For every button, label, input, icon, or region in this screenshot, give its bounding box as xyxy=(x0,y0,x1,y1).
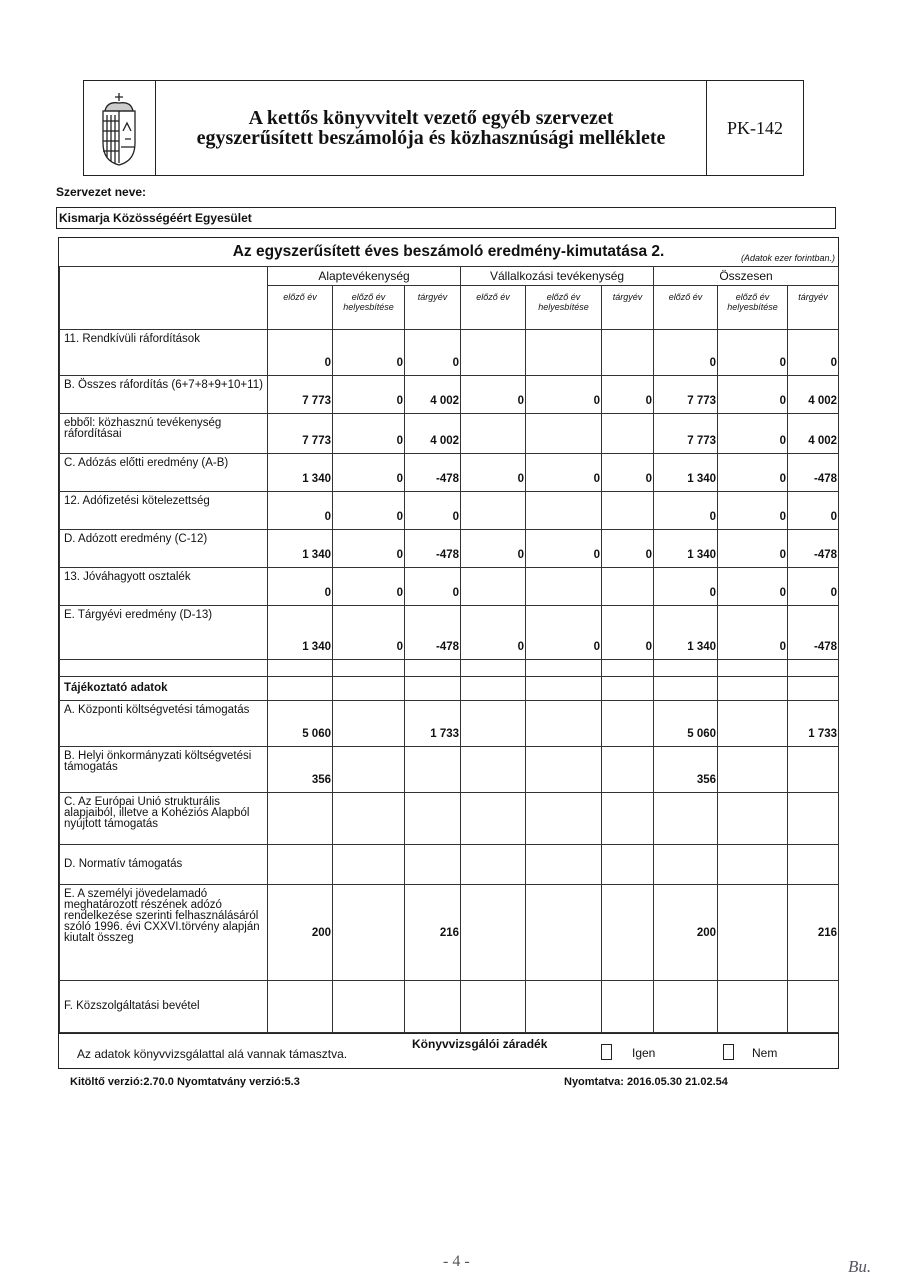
value-cell: -478 xyxy=(788,454,839,492)
table-row xyxy=(60,492,839,530)
value-cell xyxy=(526,701,602,747)
coat-of-arms-icon xyxy=(99,91,139,167)
no-checkbox[interactable] xyxy=(723,1044,734,1060)
table-row xyxy=(60,793,839,845)
row-label: 11. Rendkívüli ráfordítások xyxy=(60,330,268,376)
row-label: F. Közszolgáltatási bevétel xyxy=(60,981,268,1033)
value-cell: 5 060 xyxy=(268,701,333,747)
row-label: C. Adózás előtti eredmény (A-B) xyxy=(60,454,268,492)
row-label: B. Helyi önkormányzati költségvetési támogatás xyxy=(60,747,268,793)
value-cell: 216 xyxy=(405,885,461,981)
value-cell: 0 xyxy=(461,454,526,492)
audit-clause xyxy=(58,1033,839,1069)
value-cell xyxy=(526,747,602,793)
empty-cell xyxy=(333,677,405,701)
value-cell: 0 xyxy=(461,376,526,414)
value-cell: 0 xyxy=(718,330,788,376)
value-cell xyxy=(788,747,839,793)
handwritten-initials: Bu. xyxy=(848,1257,872,1276)
sub-column-header: tárgyév xyxy=(788,286,839,330)
value-cell xyxy=(718,793,788,845)
empty-cell xyxy=(461,677,526,701)
table-row xyxy=(60,981,839,1033)
value-cell: 4 002 xyxy=(788,414,839,454)
value-cell xyxy=(788,981,839,1033)
value-cell: 4 002 xyxy=(788,376,839,414)
value-cell xyxy=(333,793,405,845)
row-label: E. A személyi jövedelamadó meghatározott részének adózó rendelkezése szerinti felhasználásáról szóló 1996. évi CXXVI.törvény alapján kiutalt összeg xyxy=(60,885,268,981)
value-cell xyxy=(602,701,654,747)
value-cell: 0 xyxy=(602,454,654,492)
section-title: Az egyszerűsített éves beszámoló eredmény-kimutatása 2. xyxy=(232,243,665,260)
value-cell: -478 xyxy=(405,454,461,492)
value-cell xyxy=(461,330,526,376)
value-cell xyxy=(526,330,602,376)
form-title-line1: A kettős könyvvitelt vezető egyéb szervezet xyxy=(248,107,614,129)
value-cell: 0 xyxy=(788,568,839,606)
row-label: E. Tárgyévi eredmény (D-13) xyxy=(60,606,268,660)
value-cell: 0 xyxy=(526,454,602,492)
table-row xyxy=(60,454,839,492)
value-cell: 0 xyxy=(718,530,788,568)
value-cell: 0 xyxy=(333,492,405,530)
empty-cell xyxy=(333,660,405,677)
yes-checkbox[interactable] xyxy=(601,1044,612,1060)
print-timestamp: Nyomtatva: 2016.05.30 21.02.54 xyxy=(564,1076,728,1088)
empty-cell xyxy=(526,660,602,677)
value-cell xyxy=(654,845,718,885)
row-label: ebből: közhasznú tevékenység ráfordításai xyxy=(60,414,268,454)
value-cell: 1 340 xyxy=(268,530,333,568)
empty-cell xyxy=(268,677,333,701)
table-row xyxy=(60,747,839,793)
value-cell xyxy=(602,414,654,454)
sub-column-header: tárgyév xyxy=(405,286,461,330)
value-cell: 0 xyxy=(461,606,526,660)
value-cell: 0 xyxy=(333,376,405,414)
value-cell xyxy=(788,793,839,845)
value-cell xyxy=(526,845,602,885)
value-cell: 1 733 xyxy=(788,701,839,747)
table-row xyxy=(60,885,839,981)
value-cell: 200 xyxy=(654,885,718,981)
value-cell: -478 xyxy=(405,606,461,660)
value-cell xyxy=(268,845,333,885)
value-cell xyxy=(526,414,602,454)
value-cell xyxy=(718,885,788,981)
empty-cell xyxy=(654,660,718,677)
income-statement-block xyxy=(58,237,839,1033)
value-cell: 0 xyxy=(718,454,788,492)
value-cell xyxy=(461,845,526,885)
row-label: A. Központi költségvetési támogatás xyxy=(60,701,268,747)
organization-label: Szervezet neve: xyxy=(56,185,147,199)
value-cell: 0 xyxy=(526,376,602,414)
value-cell: 0 xyxy=(333,606,405,660)
value-cell xyxy=(461,793,526,845)
value-cell: 0 xyxy=(654,330,718,376)
value-cell: 0 xyxy=(461,530,526,568)
value-cell: 1 340 xyxy=(654,454,718,492)
value-cell: 5 060 xyxy=(654,701,718,747)
audit-heading: Könyvvizsgálói záradék xyxy=(412,1037,548,1051)
coat-of-arms-cell xyxy=(84,81,156,175)
value-cell xyxy=(718,981,788,1033)
info-section-title: Tájékoztató adatok xyxy=(60,677,268,701)
value-cell xyxy=(526,492,602,530)
header-blank-cell xyxy=(60,267,268,330)
value-cell xyxy=(718,701,788,747)
row-label: C. Az Európai Unió strukturális alapjaiból, illetve a Kohéziós Alapból nyújtott támogatás xyxy=(60,793,268,845)
value-cell: 0 xyxy=(654,492,718,530)
value-cell: 0 xyxy=(526,606,602,660)
value-cell xyxy=(654,981,718,1033)
table-row xyxy=(60,414,839,454)
value-cell xyxy=(333,701,405,747)
value-cell xyxy=(602,747,654,793)
value-cell xyxy=(268,981,333,1033)
form-title xyxy=(156,81,707,175)
value-cell xyxy=(526,793,602,845)
value-cell: 0 xyxy=(718,414,788,454)
no-label: Nem xyxy=(752,1046,778,1060)
value-cell xyxy=(718,845,788,885)
value-cell: 7 773 xyxy=(654,376,718,414)
form-code: PK-142 xyxy=(726,117,783,138)
sub-column-header: előző év helyesbítése xyxy=(718,286,788,330)
value-cell: -478 xyxy=(788,606,839,660)
value-cell xyxy=(602,793,654,845)
value-cell: 0 xyxy=(405,330,461,376)
value-cell: 0 xyxy=(718,376,788,414)
empty-cell xyxy=(654,677,718,701)
value-cell xyxy=(333,885,405,981)
value-cell: 0 xyxy=(718,568,788,606)
value-cell xyxy=(654,793,718,845)
value-cell: 0 xyxy=(333,568,405,606)
row-label: D. Adózott eredmény (C-12) xyxy=(60,530,268,568)
value-cell: 0 xyxy=(788,492,839,530)
value-cell xyxy=(602,885,654,981)
empty-cell xyxy=(405,660,461,677)
value-cell: 0 xyxy=(718,492,788,530)
sub-column-header: előző év xyxy=(268,286,333,330)
value-cell xyxy=(405,793,461,845)
value-cell xyxy=(461,981,526,1033)
row-label: 12. Adófizetési kötelezettség xyxy=(60,492,268,530)
column-group-header: Összesen xyxy=(654,267,839,286)
value-cell xyxy=(526,885,602,981)
sub-column-header: előző év xyxy=(461,286,526,330)
value-cell: 0 xyxy=(602,606,654,660)
column-group-header: Alaptevékenység xyxy=(268,267,461,286)
row-label: 13. Jóváhagyott osztalék xyxy=(60,568,268,606)
audit-statement: Az adatok könyvvizsgálattal alá vannak támasztva. xyxy=(77,1047,348,1061)
value-cell xyxy=(461,568,526,606)
value-cell: 0 xyxy=(405,568,461,606)
value-cell xyxy=(526,568,602,606)
value-cell xyxy=(333,747,405,793)
column-group-header: Vállalkozási tevékenység xyxy=(461,267,654,286)
value-cell: 0 xyxy=(526,530,602,568)
value-cell xyxy=(268,793,333,845)
empty-cell xyxy=(526,677,602,701)
sub-column-header: előző év helyesbítése xyxy=(526,286,602,330)
value-cell: 0 xyxy=(788,330,839,376)
value-cell: 356 xyxy=(654,747,718,793)
value-cell: 1 340 xyxy=(268,454,333,492)
value-cell: 1 340 xyxy=(268,606,333,660)
value-cell: 0 xyxy=(268,568,333,606)
value-cell xyxy=(461,414,526,454)
value-cell: 0 xyxy=(602,530,654,568)
value-cell: 4 002 xyxy=(405,414,461,454)
value-cell xyxy=(602,981,654,1033)
organization-name-field: Kismarja Közösségéért Egyesület xyxy=(56,207,836,229)
value-cell xyxy=(405,845,461,885)
empty-cell xyxy=(405,677,461,701)
value-cell: 1 340 xyxy=(654,530,718,568)
value-cell: 4 002 xyxy=(405,376,461,414)
value-cell: 7 773 xyxy=(654,414,718,454)
value-cell xyxy=(405,981,461,1033)
value-cell: 0 xyxy=(333,454,405,492)
row-label: D. Normatív támogatás xyxy=(60,845,268,885)
column-group-row xyxy=(60,267,839,286)
value-cell: 200 xyxy=(268,885,333,981)
value-cell: 0 xyxy=(654,568,718,606)
value-cell: -478 xyxy=(405,530,461,568)
value-cell: 0 xyxy=(405,492,461,530)
empty-cell xyxy=(788,660,839,677)
empty-cell xyxy=(788,677,839,701)
sub-column-header: előző év helyesbítése xyxy=(333,286,405,330)
form-title-line2: egyszerűsített beszámolója és közhasznúsági melléklete xyxy=(196,127,666,149)
value-cell: 0 xyxy=(333,414,405,454)
value-cell xyxy=(461,885,526,981)
empty-cell xyxy=(461,660,526,677)
value-cell: 356 xyxy=(268,747,333,793)
unit-note: (Adatok ezer forintban.) xyxy=(740,253,835,263)
value-cell: 1 340 xyxy=(654,606,718,660)
value-cell xyxy=(526,981,602,1033)
table-row xyxy=(60,330,839,376)
value-cell: 0 xyxy=(333,530,405,568)
value-cell xyxy=(333,981,405,1033)
value-cell xyxy=(602,568,654,606)
table-row xyxy=(60,568,839,606)
table-row xyxy=(60,530,839,568)
value-cell: 0 xyxy=(718,606,788,660)
empty-cell xyxy=(602,660,654,677)
value-cell: 7 773 xyxy=(268,414,333,454)
row-label: B. Összes ráfordítás (6+7+8+9+10+11) xyxy=(60,376,268,414)
value-cell: 0 xyxy=(333,330,405,376)
value-cell: 7 773 xyxy=(268,376,333,414)
value-cell xyxy=(788,845,839,885)
yes-label: Igen xyxy=(632,1046,656,1060)
empty-cell xyxy=(718,660,788,677)
value-cell: 0 xyxy=(602,376,654,414)
sub-column-header: előző év xyxy=(654,286,718,330)
empty-cell xyxy=(602,677,654,701)
version-info: Kitöltő verzió:2.70.0 Nyomtatvány verzió:5.3 xyxy=(70,1076,300,1088)
table-row xyxy=(60,845,839,885)
value-cell xyxy=(461,492,526,530)
empty-cell xyxy=(718,677,788,701)
value-cell: 0 xyxy=(268,330,333,376)
value-cell xyxy=(461,747,526,793)
value-cell xyxy=(461,701,526,747)
value-cell: -478 xyxy=(788,530,839,568)
page-number: - 4 - xyxy=(443,1253,470,1270)
value-cell: 1 733 xyxy=(405,701,461,747)
empty-cell xyxy=(268,660,333,677)
form-header xyxy=(83,80,804,176)
table-row xyxy=(60,701,839,747)
value-cell xyxy=(602,492,654,530)
value-cell: 216 xyxy=(788,885,839,981)
value-cell xyxy=(333,845,405,885)
spacer-row xyxy=(60,660,839,677)
info-section-row xyxy=(60,677,839,701)
table-row xyxy=(60,376,839,414)
value-cell xyxy=(718,747,788,793)
empty-cell xyxy=(60,660,268,677)
sub-column-header: tárgyév xyxy=(602,286,654,330)
income-statement-table xyxy=(59,266,839,1033)
value-cell xyxy=(602,845,654,885)
value-cell: 0 xyxy=(268,492,333,530)
value-cell xyxy=(602,330,654,376)
value-cell xyxy=(405,747,461,793)
table-row xyxy=(60,606,839,660)
